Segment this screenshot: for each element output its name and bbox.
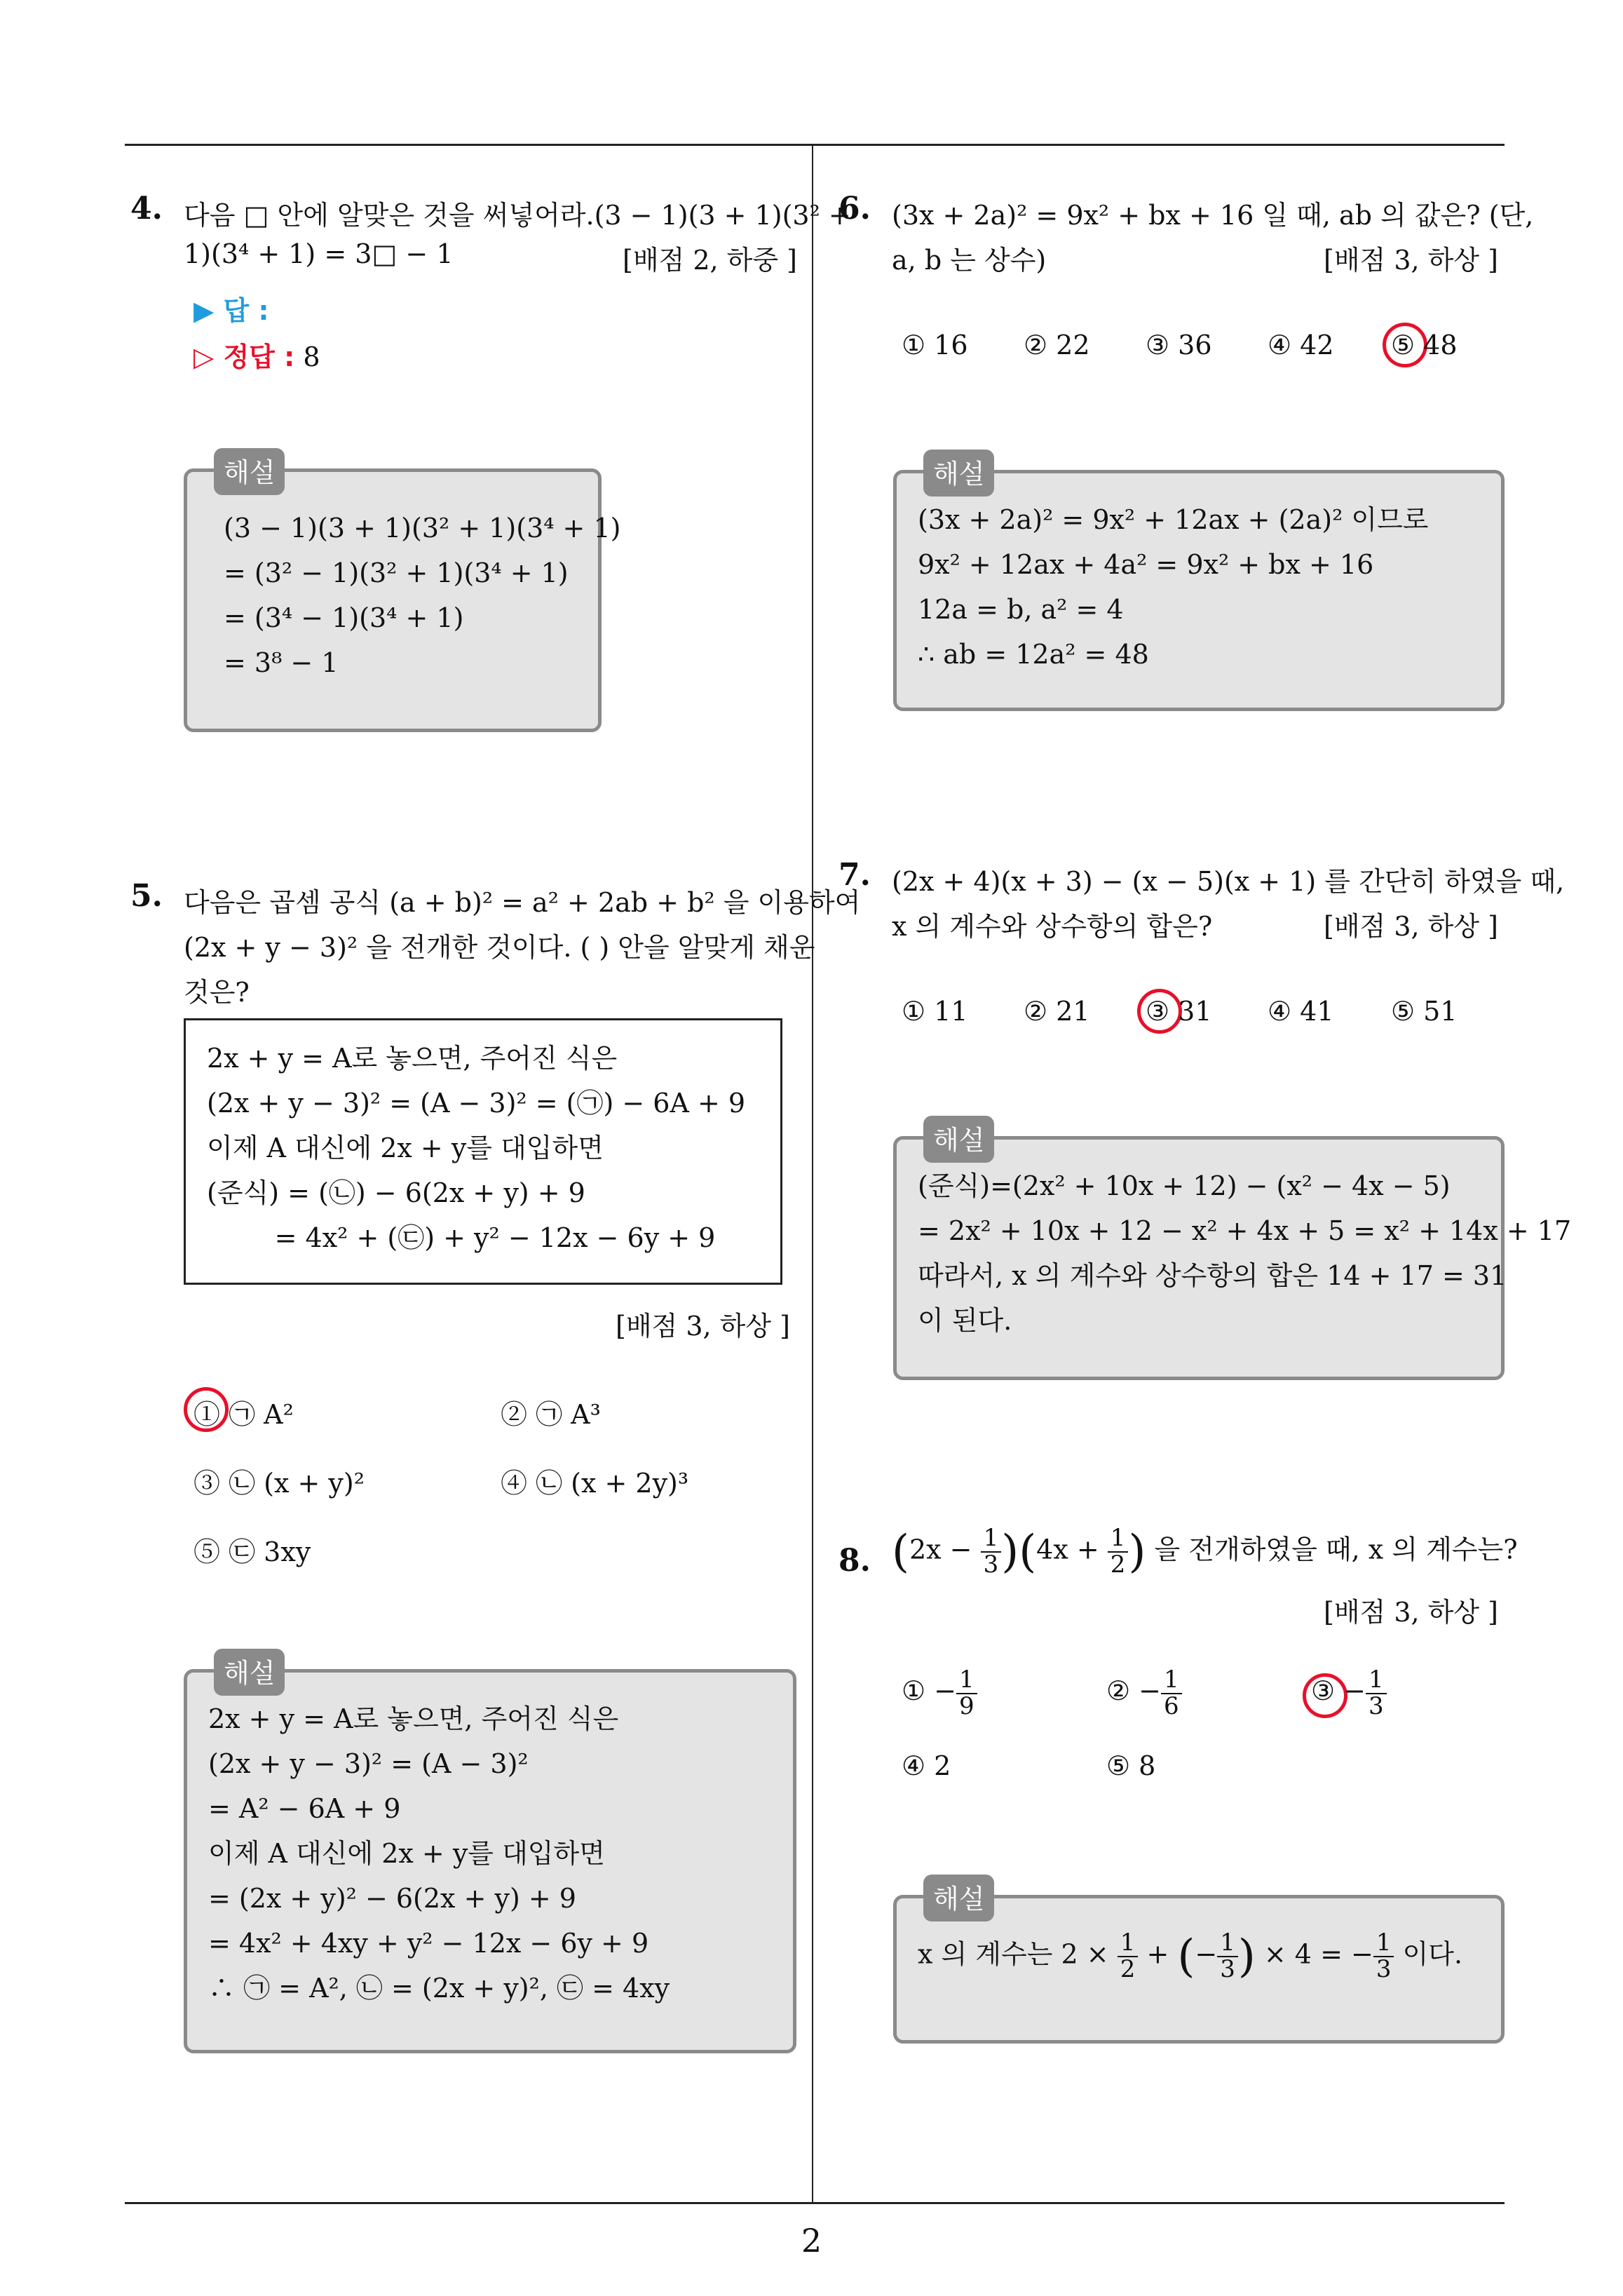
q5-explanation-box bbox=[184, 1658, 796, 2053]
q4-number: 4. bbox=[130, 191, 163, 227]
q5-number: 5. bbox=[130, 878, 163, 914]
q4-text-line2: 1)(3⁴ + 1) = 3□ − 1 bbox=[184, 238, 454, 269]
q8-stem-b: 4x + bbox=[1036, 1534, 1099, 1565]
q4-ex-line: = (3⁴ − 1)(3⁴ + 1) bbox=[224, 602, 464, 633]
q8-stem-c: 을 전개하였을 때, x 의 계수는? bbox=[1154, 1534, 1518, 1565]
q6-number: 6. bbox=[838, 191, 871, 227]
q5-ex-line: = A² − 6A + 9 bbox=[208, 1793, 401, 1824]
q7-choice-2[interactable]: ② 21 bbox=[1024, 996, 1090, 1027]
q4-answer-label: ▶ 답 : bbox=[193, 295, 269, 326]
q7-choice-3[interactable]: ③ 31 bbox=[1146, 996, 1212, 1027]
q7-ex-line: 따라서, x 의 계수와 상수항의 합은 14 + 17 = 31 bbox=[918, 1260, 1507, 1291]
q7-choice-5[interactable]: ⑤ 51 bbox=[1391, 996, 1458, 1027]
q8-meta: [배점 3, 하상 ] bbox=[1324, 1597, 1498, 1628]
q4-ex-line: = 3⁸ − 1 bbox=[224, 647, 339, 678]
q8-frac-2: $\frac{1}{2}$ bbox=[1108, 1526, 1129, 1577]
q4-correct bbox=[193, 335, 320, 374]
q5-choice-3[interactable]: ③ ㉡ (x + y)² bbox=[193, 1468, 365, 1499]
q5-ex-line: = 4x² + 4xy + y² − 12x − 6y + 9 bbox=[208, 1928, 649, 1959]
q6-ex-line: (3x + 2a)² = 9x² + 12ax + (2a)² 이므로 bbox=[918, 504, 1429, 535]
q5-ex-line: ∴ ㉠ = A², ㉡ = (2x + y)², ㉢ = 4xy bbox=[208, 1973, 670, 2004]
q7-text-line2: x 의 계수와 상수항의 합은? bbox=[892, 911, 1213, 942]
q5-choice-2[interactable]: ② ㉠ A³ bbox=[501, 1399, 601, 1430]
q6-ex-line: 9x² + 12ax + 4a² = 9x² + bx + 16 bbox=[918, 549, 1374, 580]
q6-ex-line: 12a = b, a² = 4 bbox=[918, 594, 1124, 625]
q6-explanation-tag: 해설 bbox=[923, 450, 994, 497]
q6-explanation-box bbox=[893, 459, 1505, 711]
q7-ex-line: = 2x² + 10x + 12 − x² + 4x + 5 = x² + 14x + 17 bbox=[918, 1215, 1572, 1246]
q8-choice-2[interactable]: ② − $\frac{1}{6}$ bbox=[1106, 1668, 1182, 1719]
q5-ex-line: 2x + y = A로 놓으면, 주어진 식은 bbox=[208, 1703, 619, 1734]
q6-choice-1[interactable]: ① 16 bbox=[902, 330, 968, 360]
q5-ex-line: (2x + y − 3)² = (A − 3)² bbox=[208, 1748, 529, 1779]
q7-explanation-tag: 해설 bbox=[923, 1116, 994, 1163]
q6-choice-5[interactable]: ⑤ 48 bbox=[1391, 330, 1458, 360]
q6-choice-2[interactable]: ② 22 bbox=[1024, 330, 1090, 360]
q8-frac-1: $\frac{1}{3}$ bbox=[981, 1526, 1002, 1577]
q4-correct-label: ▷ 정답 : bbox=[193, 342, 295, 372]
q5-explanation-tag: 해설 bbox=[214, 1649, 285, 1696]
q6-ex-line: ∴ ab = 12a² = 48 bbox=[918, 639, 1149, 670]
q5-box-line: = 4x² + (㉢) + y² − 12x − 6y + 9 bbox=[207, 1222, 716, 1253]
q4-text-line1: 다음 □ 안에 알맞은 것을 써넣어라.(3 − 1)(3 + 1)(3² + bbox=[184, 200, 851, 231]
q5-choice-5[interactable]: ⑤ ㉢ 3xy bbox=[193, 1537, 311, 1567]
q4-correct-value: 8 bbox=[303, 342, 320, 372]
q8-number: 8. bbox=[838, 1543, 871, 1579]
q5-text-line3: 것은? bbox=[184, 977, 250, 1008]
q5-box-line: (준식) = (㉡) − 6(2x + y) + 9 bbox=[207, 1177, 585, 1208]
q7-meta: [배점 3, 하상 ] bbox=[1324, 911, 1498, 942]
top-rule bbox=[125, 144, 1505, 146]
q4-meta: [배점 2, 하중 ] bbox=[623, 245, 797, 276]
q8-choice-4[interactable]: ④ 2 bbox=[902, 1750, 951, 1781]
q6-choice-3[interactable]: ③ 36 bbox=[1146, 330, 1212, 360]
bottom-rule bbox=[125, 2202, 1505, 2204]
q5-box-line: 2x + y = A로 놓으면, 주어진 식은 bbox=[207, 1043, 618, 1074]
q7-ex-line: (준식)=(2x² + 10x + 12) − (x² − 4x − 5) bbox=[918, 1170, 1451, 1201]
q4-explanation-box bbox=[184, 457, 621, 732]
q4-ex-line: (3 − 1)(3 + 1)(3² + 1)(3⁴ + 1) bbox=[224, 513, 621, 543]
page-number: 2 bbox=[801, 2222, 822, 2260]
q8-explanation-box bbox=[893, 1884, 1505, 2044]
q5-choice-1[interactable]: ① ㉠ A² bbox=[193, 1399, 294, 1430]
q6-choice-4[interactable]: ④ 42 bbox=[1268, 330, 1334, 360]
q8-stem-a: 2x − bbox=[909, 1534, 972, 1565]
q7-explanation-box bbox=[893, 1125, 1572, 1380]
q5-text-line1: 다음은 곱셈 공식 (a + b)² = a² + 2ab + b² 을 이용하여 bbox=[184, 887, 861, 918]
q8-ex-line: x 의 계수는 2 × $\frac{1}{2}$ + (− $\frac{1}{3}$ ) × 4 = − $\frac{1}{3}$ 이다. bbox=[918, 1929, 1463, 1983]
q8-explanation-tag: 해설 bbox=[923, 1875, 994, 1922]
q8-choice-1[interactable]: ① − $\frac{1}{9}$ bbox=[902, 1668, 977, 1719]
q6-meta: [배점 3, 하상 ] bbox=[1324, 245, 1498, 276]
q7-choice-4[interactable]: ④ 41 bbox=[1268, 996, 1334, 1027]
q7-choice-1[interactable]: ① 11 bbox=[902, 996, 968, 1027]
q7-ex-line: 이 된다. bbox=[918, 1305, 1012, 1336]
q5-box-line: (2x + y − 3)² = (A − 3)² = (㉠) − 6A + 9 bbox=[207, 1088, 746, 1119]
q8-choice-5[interactable]: ⑤ 8 bbox=[1106, 1750, 1156, 1781]
q7-text-line1: (2x + 4)(x + 3) − (x − 5)(x + 1) 를 간단히 하였을 때, bbox=[892, 866, 1565, 897]
q6-text-line1: (3x + 2a)² = 9x² + bx + 16 일 때, ab 의 값은? (단, bbox=[892, 200, 1534, 231]
q7-number: 7. bbox=[838, 857, 871, 893]
q5-meta: [배점 3, 하상 ] bbox=[616, 1311, 790, 1342]
q5-ex-line: = (2x + y)² − 6(2x + y) + 9 bbox=[208, 1883, 576, 1914]
q5-derivation-box bbox=[184, 1018, 782, 1285]
q6-text-line2: a, b 는 상수) bbox=[892, 245, 1047, 276]
q5-ex-line: 이제 A 대신에 2x + y를 대입하면 bbox=[208, 1838, 605, 1869]
q4-ex-line: = (3² − 1)(3² + 1)(3⁴ + 1) bbox=[224, 558, 569, 588]
q4-explanation-tag: 해설 bbox=[214, 448, 285, 495]
q8-choice-3[interactable]: ③ − $\frac{1}{3}$ bbox=[1311, 1668, 1387, 1719]
q5-box-line: 이제 A 대신에 2x + y를 대입하면 bbox=[207, 1133, 604, 1163]
q8-stem: (2x − $\frac{1}{3}$ )(4x + $\frac{1}{2}$ ) 을 전개하였을 때, x 의 계수는? bbox=[892, 1524, 1518, 1579]
column-divider bbox=[812, 144, 813, 2202]
q5-text-line2: (2x + y − 3)² 을 전개한 것이다. ( ) 안을 알맞게 채운 bbox=[184, 932, 815, 963]
q5-choice-4[interactable]: ④ ㉡ (x + 2y)³ bbox=[501, 1468, 689, 1499]
